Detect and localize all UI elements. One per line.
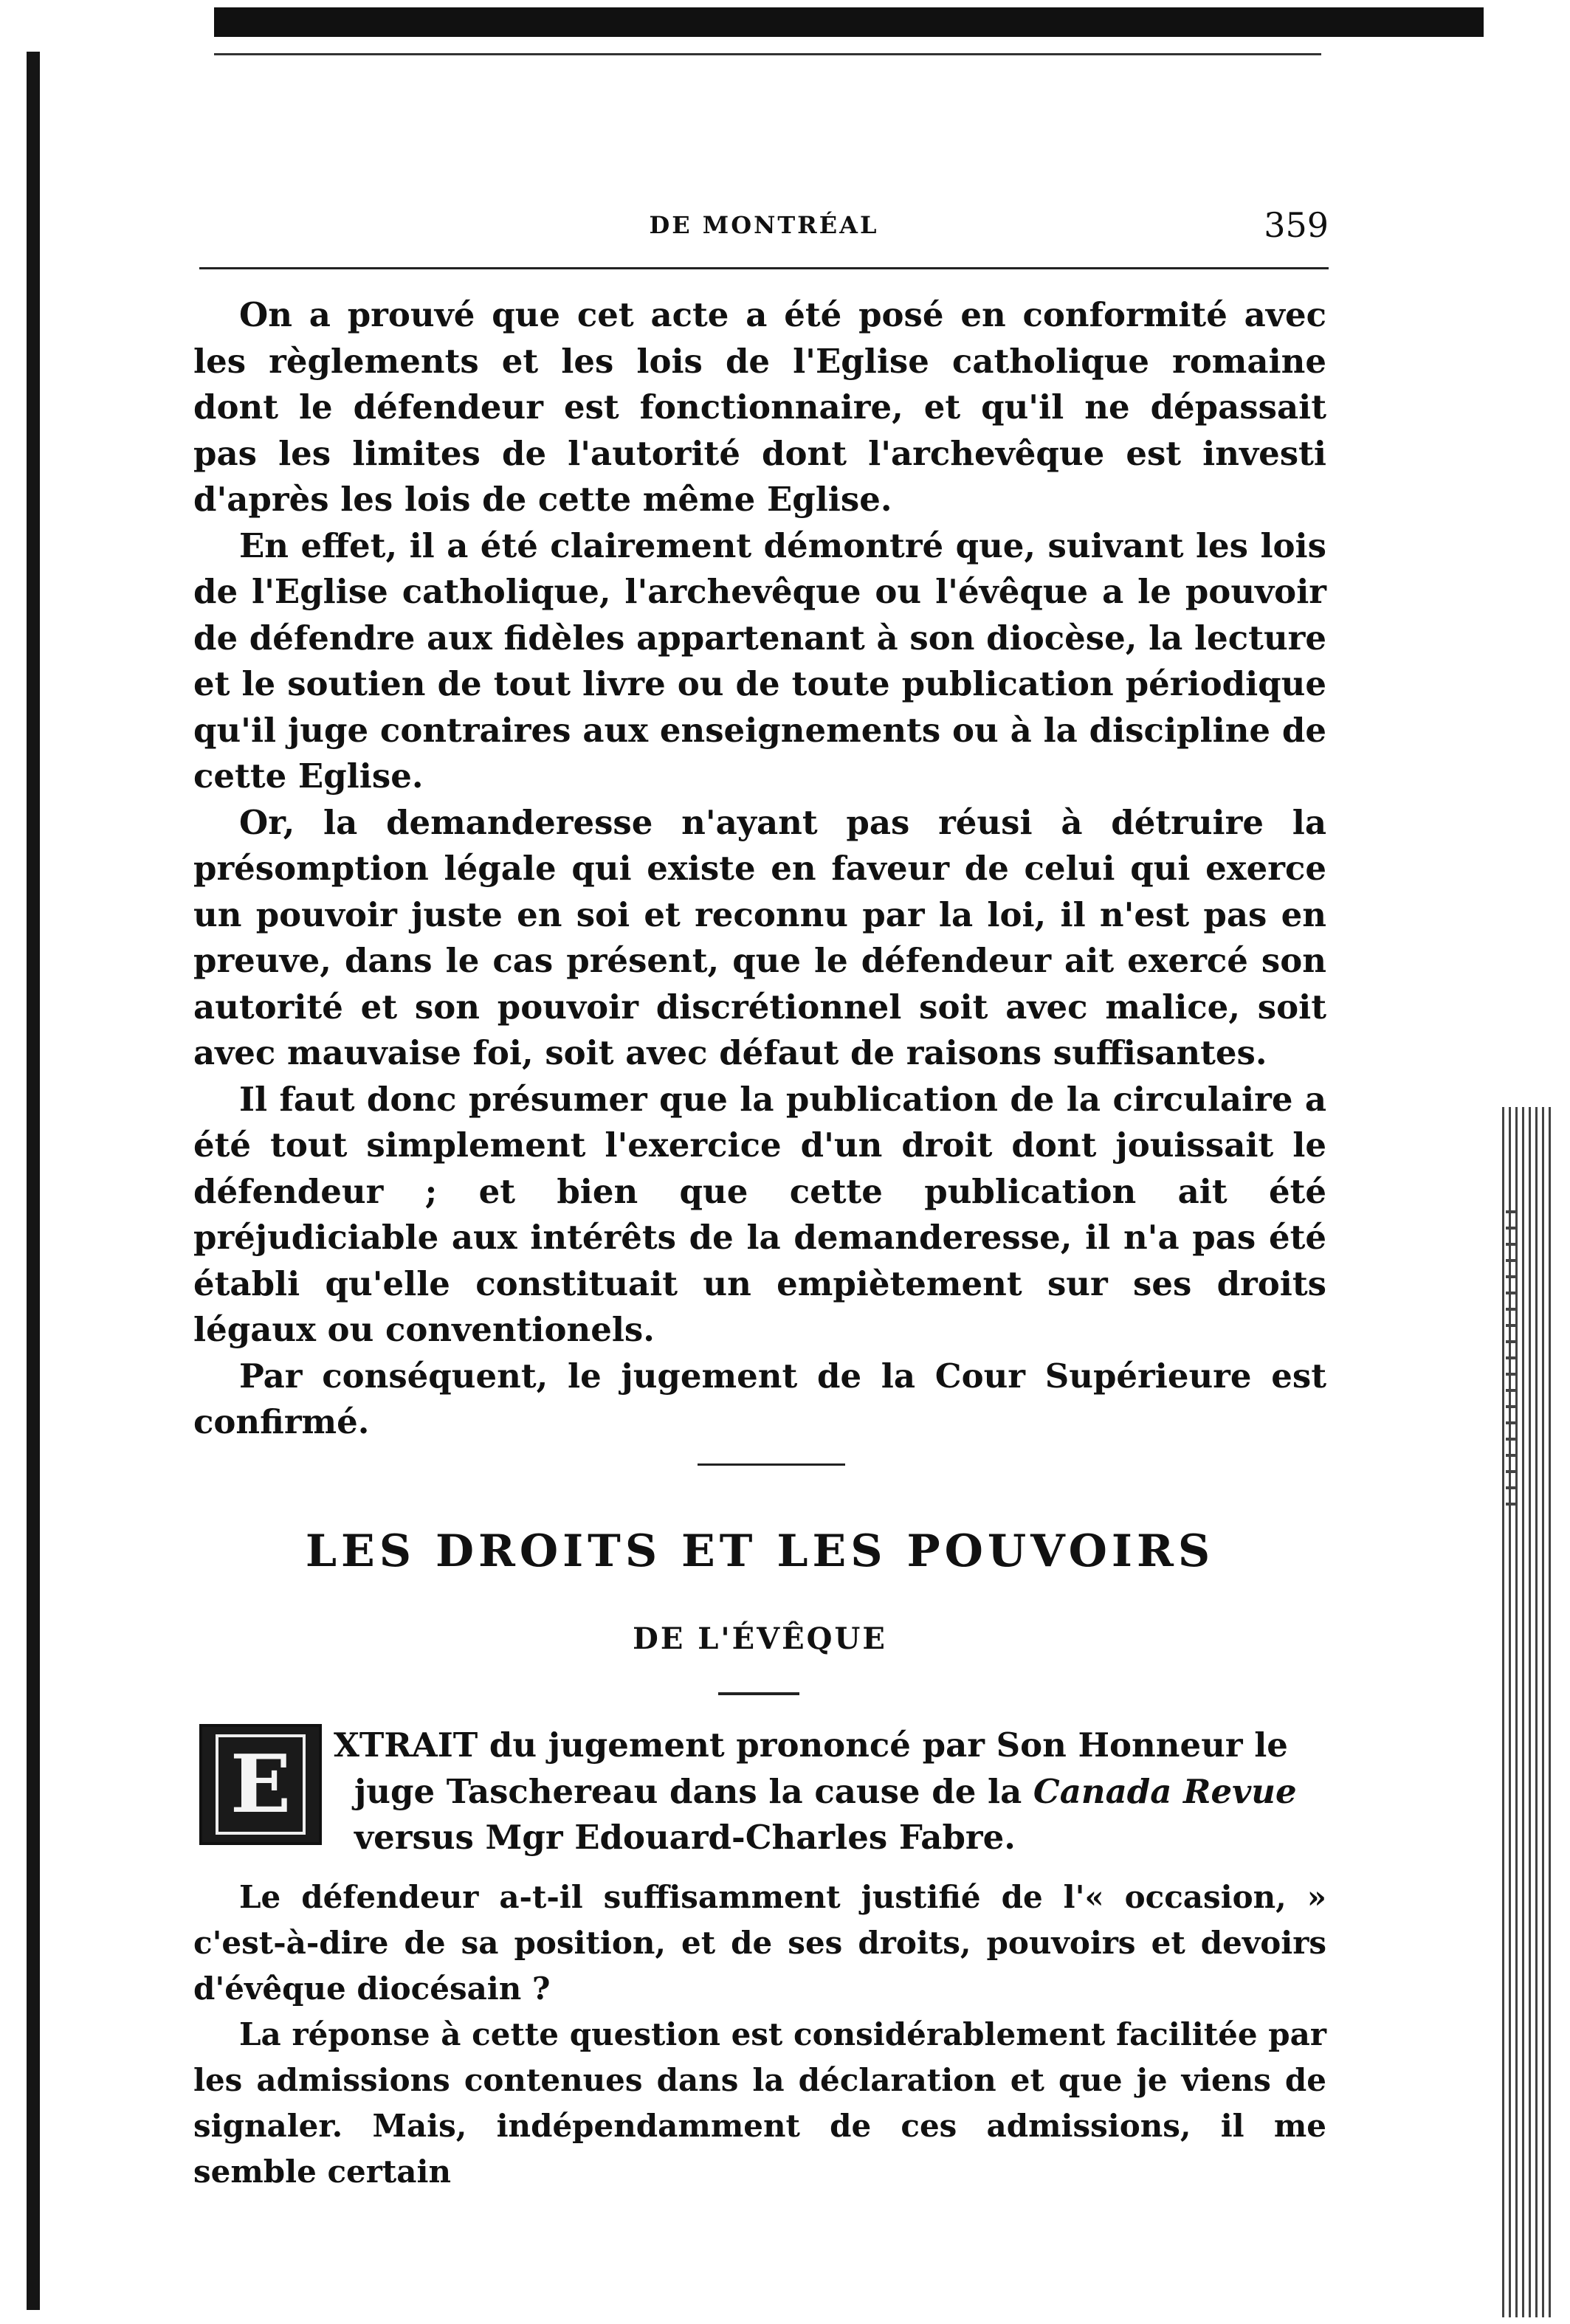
- subtitle-rule: [718, 1692, 799, 1695]
- paragraph: Le défendeur a-t-il suffisamment justifié de l'« occasion, » c'est-à-dire de sa position, et de ses droits, pouvoirs et devoirs d'évêque diocésain ?: [193, 1879, 1326, 2007]
- section-divider: [698, 1463, 845, 1466]
- running-head: [199, 205, 1329, 249]
- extract-line: versus Mgr Edouard-Charles Fabre.: [354, 1818, 1016, 1857]
- section-subtitle: DE L'ÉVÊQUE: [633, 1621, 887, 1656]
- drop-cap: [199, 1724, 322, 1845]
- header-rule: [199, 267, 1329, 269]
- paragraph: La réponse à cette question est considérablement facilitée par les admissions contenues dans la déclaration et que je viens de signaler. Mais, indépendamment de ces admissions, il me semble certain: [193, 2016, 1326, 2190]
- paragraph: On a prouvé que cet acte a été posé en conformité avec les règlements et les lois de l'Eglise catholique romaine dont le défendeur est fonctionnaire, et qu'il ne dépassait pas les limites de l'autorité dont l'archevêque est investi d'après les lois de cette même Eglise.: [193, 295, 1326, 519]
- section-text: [193, 1875, 1326, 2195]
- paragraph: Par conséquent, le jugement de la Cour Supérieure est confirmé.: [193, 1356, 1326, 1441]
- drop-cap-letter: E: [216, 1734, 306, 1835]
- scan-edge-top: [214, 7, 1484, 37]
- scan-rule-top: [214, 53, 1321, 55]
- page-number: 359: [1264, 205, 1329, 245]
- paragraph: Il faut donc présumer que la publication de la circulaire a été tout simplement l'exercice d'un droit dont jouissait le défendeur ; et bien que cette publication ait été préjudiciable aux intérêts de la demanderesse, il n'a pas été établi qu'elle constituait un empiètement sur ses droits légaux ou conventionels.: [193, 1079, 1326, 1349]
- publication-title: Canada Revue: [1033, 1771, 1297, 1811]
- scan-edge-left: [27, 52, 40, 2310]
- extract-line: XTRAIT du jugement prononcé par Son Honneur le: [334, 1725, 1288, 1765]
- extract-intro: [334, 1723, 1326, 1861]
- scan-dots-right: [1506, 1210, 1516, 1506]
- section-title: LES DROITS ET LES POUVOIRS: [305, 1525, 1215, 1577]
- running-title: DE MONTRÉAL: [649, 211, 879, 239]
- extract-line: [334, 1769, 1326, 1816]
- main-text: [193, 292, 1326, 1446]
- paragraph: En effet, il a été clairement démontré que, suivant les lois de l'Eglise catholique, l'archevêque ou l'évêque a le pouvoir de défendre aux fidèles appartenant à son diocèse, la lecture et le soutien de tout livre ou de toute publication périodique qu'il juge contraires aux enseignements ou à la discipline de cette Eglise.: [193, 525, 1326, 796]
- extract-line-text: juge Taschereau dans la cause de la: [354, 1771, 1033, 1811]
- paragraph: Or, la demanderesse n'ayant pas réusi à détruire la présomption légale qui existe en faveur de celui qui exerce un pouvoir juste en soi et reconnu par la loi, il n'est pas en preuve, dans le cas présent, que le défendeur ait exercé son autorité et son pouvoir discrétionnel soit avec malice, soit avec mauvaise foi, soit avec défaut de raisons suffisantes.: [193, 802, 1326, 1072]
